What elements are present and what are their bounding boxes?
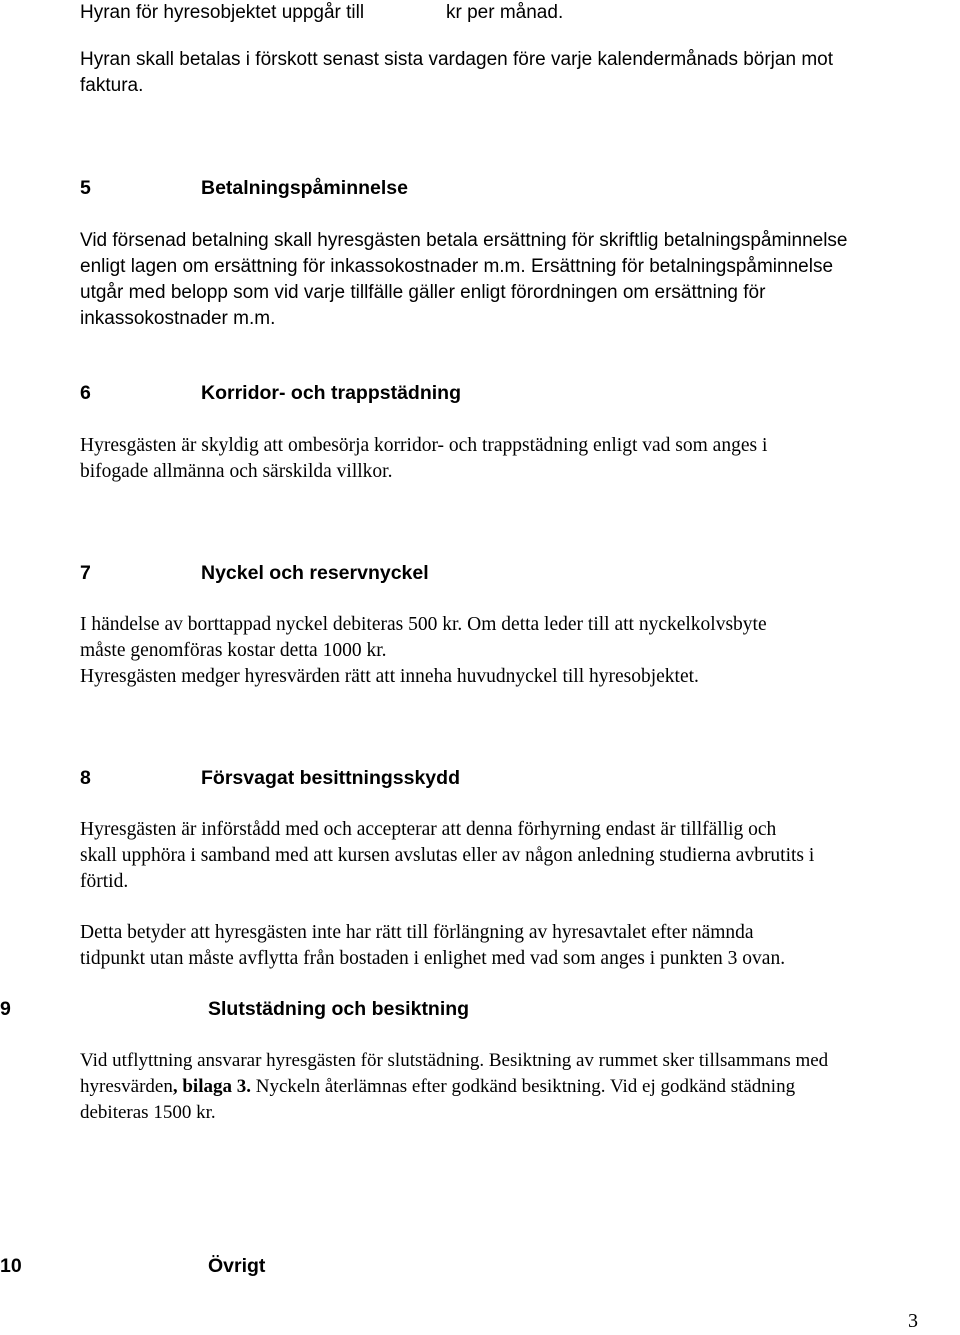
section-9-line-2 [80, 1074, 795, 1100]
section-5-number: 5 [80, 177, 91, 199]
section-9-line-2-pre: hyresvärden [80, 1076, 173, 1097]
section-8-title: Försvagat besittningsskydd [201, 767, 460, 789]
section-10-title: Övrigt [208, 1255, 266, 1277]
section-5-line-1: Vid försenad betalning skall hyresgästen betala ersättning för skriftlig betalningspåminnelse [80, 230, 848, 251]
section-9-line-1: Vid utflyttning ansvarar hyresgästen för slutstädning. Besiktning av rummet sker tillsammans med [80, 1050, 829, 1071]
section-7-number: 7 [80, 562, 91, 584]
section-8-number: 8 [80, 767, 91, 789]
section-6-line-2: bifogade allmänna och särskilda villkor. [80, 461, 393, 482]
section-5-title: Betalningspåminnelse [201, 177, 408, 199]
section-7-title: Nyckel och reservnyckel [201, 562, 429, 584]
section-8-para-1-line-3: förtid. [80, 871, 129, 892]
rent-line-3: faktura. [80, 75, 144, 96]
section-6-number: 6 [80, 382, 91, 404]
section-5-line-4: inkassokostnader m.m. [80, 308, 276, 329]
section-9-line-2-post: Nyckeln återlämnas efter godkänd besiktning. Vid ej godkänd städning [250, 1076, 796, 1097]
section-6-line-1: Hyresgästen är skyldig att ombesörja korridor- och trappstädning enligt vad som anges i [80, 435, 768, 456]
section-8-para-1-line-1: Hyresgästen är införstådd med och accepterar att denna förhyrning endast är tillfällig och [80, 819, 777, 840]
section-10-number: 10 [0, 1255, 22, 1277]
section-9-line-3: debiteras 1500 kr. [80, 1102, 216, 1123]
section-9-title: Slutstädning och besiktning [208, 998, 470, 1020]
rent-line-1-end: kr per månad. [446, 2, 564, 23]
rent-line-2: Hyran skall betalas i förskott senast sista vardagen före varje kalendermånads början mot [80, 49, 833, 70]
section-6-title: Korridor- och trappstädning [201, 382, 461, 404]
section-8-para-1-line-2: skall upphöra i samband med att kursen avslutas eller av någon anledning studierna avbrutits i [80, 845, 815, 866]
section-9-line-2-bold: , bilaga 3. [172, 1076, 251, 1097]
section-8-para-2-line-1: Detta betyder att hyresgästen inte har rätt till förlängning av hyresavtalet efter nämnda [80, 922, 754, 943]
rent-line-1-start: Hyran för hyresobjektet uppgår till [80, 2, 365, 23]
section-7-line-2: måste genomföras kostar detta 1000 kr. [80, 640, 387, 661]
section-8-para-2-line-2: tidpunkt utan måste avflytta från bostaden i enlighet med vad som anges i punkten 3 ovan. [80, 948, 786, 969]
page-number: 3 [908, 1310, 918, 1332]
section-5-line-3: utgår med belopp som vid varje tillfälle gäller enligt förordningen om ersättning för [80, 282, 766, 303]
section-9-number: 9 [0, 998, 11, 1020]
section-5-line-2: enligt lagen om ersättning för inkassokostnader m.m. Ersättning för betalningspåminnelse [80, 256, 834, 277]
section-7-line-3: Hyresgästen medger hyresvärden rätt att inneha huvudnyckel till hyresobjektet. [80, 666, 699, 687]
section-7-line-1: I händelse av borttappad nyckel debiteras 500 kr. Om detta leder till att nyckelkolvsbyte [80, 614, 767, 635]
